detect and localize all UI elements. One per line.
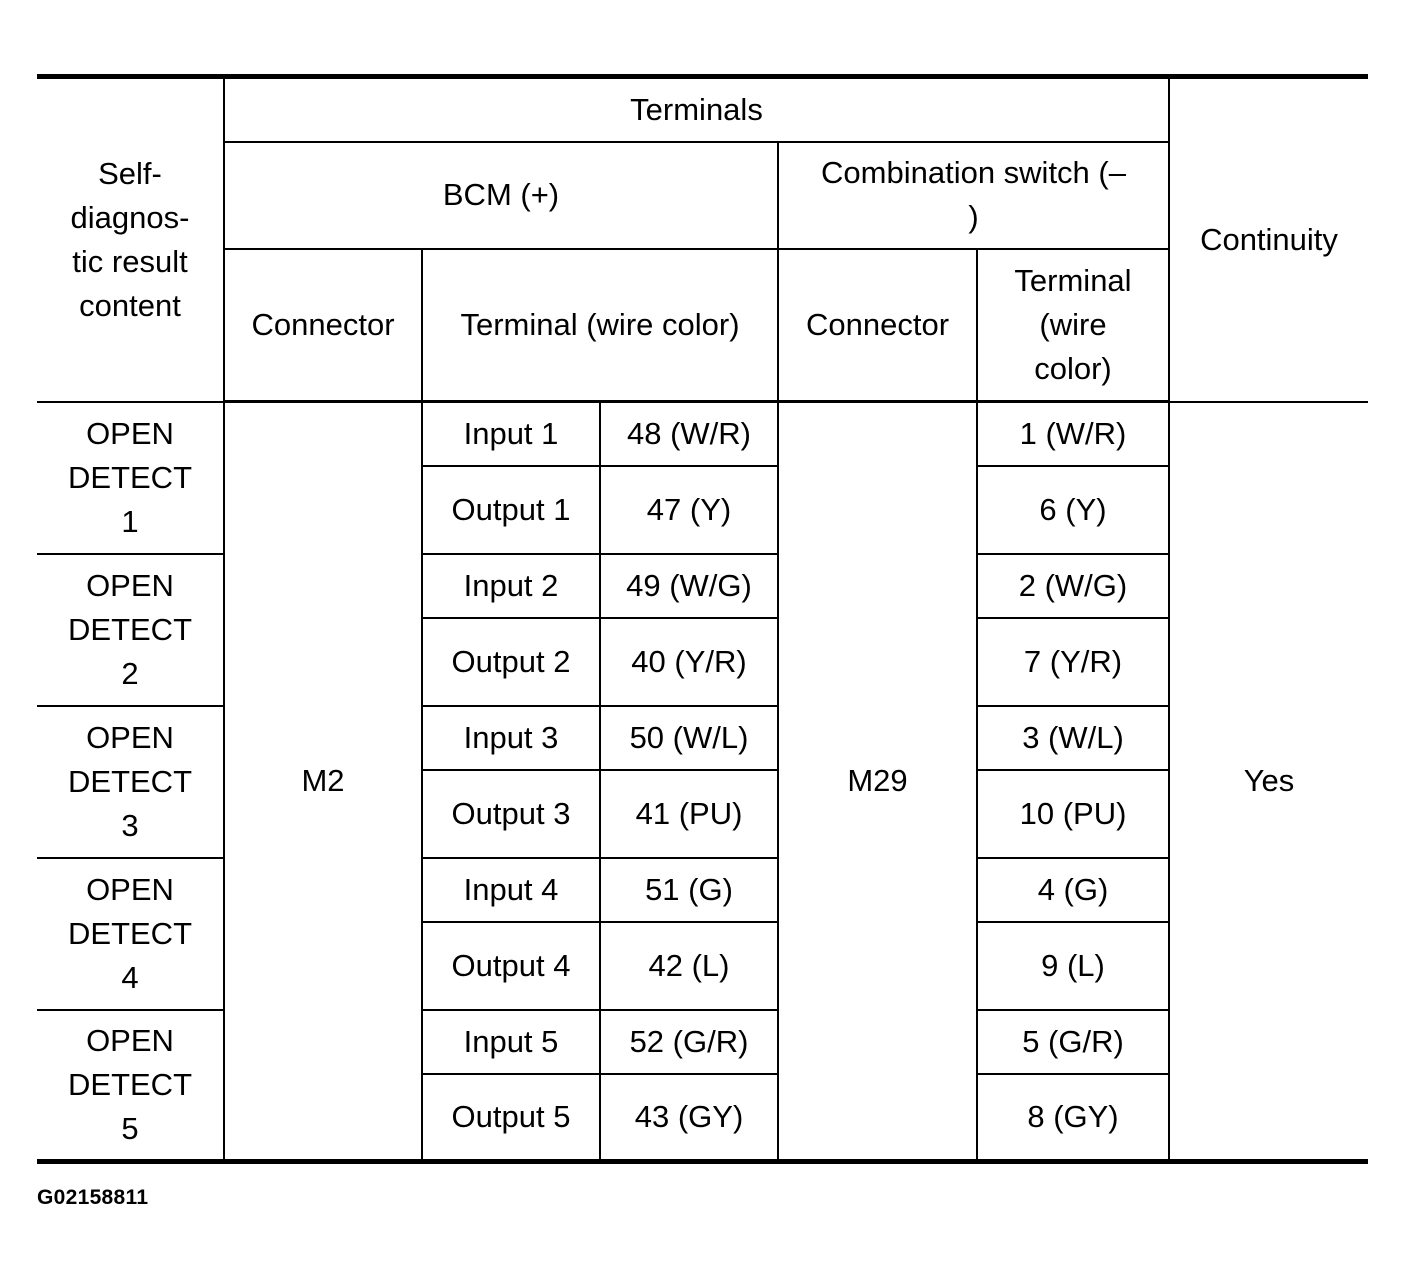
result-content-cell: OPEN DETECT 2 — [37, 554, 224, 706]
bcm-terminal-cell: 52 (G/R) — [600, 1010, 778, 1074]
bcm-terminal-cell: 42 (L) — [600, 922, 778, 1010]
switch-connector-cell: M29 — [778, 402, 977, 1162]
switch-terminal-cell: 1 (W/R) — [977, 402, 1169, 466]
bcm-io-cell: Output 5 — [422, 1074, 600, 1162]
switch-terminal-cell: 7 (Y/R) — [977, 618, 1169, 706]
switch-terminal-cell: 4 (G) — [977, 858, 1169, 922]
switch-terminal-cell: 3 (W/L) — [977, 706, 1169, 770]
bcm-io-cell: Output 2 — [422, 618, 600, 706]
result-content-cell: OPEN DETECT 1 — [37, 402, 224, 554]
result-content-cell: OPEN DETECT 3 — [37, 706, 224, 858]
result-content-cell: OPEN DETECT 4 — [37, 858, 224, 1010]
switch-terminal-cell: 9 (L) — [977, 922, 1169, 1010]
bcm-io-cell: Input 4 — [422, 858, 600, 922]
bcm-io-cell: Output 1 — [422, 466, 600, 554]
bcm-io-cell: Input 3 — [422, 706, 600, 770]
bcm-terminal-cell: 50 (W/L) — [600, 706, 778, 770]
bcm-terminal-cell: 47 (Y) — [600, 466, 778, 554]
bcm-terminal-cell: 51 (G) — [600, 858, 778, 922]
switch-terminal-cell: 5 (G/R) — [977, 1010, 1169, 1074]
switch-terminal-cell: 2 (W/G) — [977, 554, 1169, 618]
header-combination-switch: Combination switch (– ) — [778, 142, 1169, 249]
bcm-terminal-cell: 49 (W/G) — [600, 554, 778, 618]
figure-id: G02158811 — [37, 1186, 149, 1209]
switch-terminal-cell: 6 (Y) — [977, 466, 1169, 554]
header-continuity: Continuity — [1169, 77, 1368, 402]
bcm-terminal-cell: 43 (GY) — [600, 1074, 778, 1162]
header-result-content: Self- diagnos- tic result content — [37, 77, 224, 402]
header-switch-terminal: Terminal (wire color) — [977, 249, 1169, 402]
bcm-io-cell: Input 1 — [422, 402, 600, 466]
bcm-io-cell: Input 2 — [422, 554, 600, 618]
header-switch-connector: Connector — [778, 249, 977, 402]
continuity-check-table — [37, 74, 1368, 1164]
bcm-terminal-cell: 40 (Y/R) — [600, 618, 778, 706]
bcm-io-cell: Input 5 — [422, 1010, 600, 1074]
bcm-terminal-cell: 48 (W/R) — [600, 402, 778, 466]
header-bcm: BCM (+) — [224, 142, 778, 249]
result-content-cell: OPEN DETECT 5 — [37, 1010, 224, 1162]
switch-terminal-cell: 10 (PU) — [977, 770, 1169, 858]
header-terminals: Terminals — [224, 77, 1169, 142]
bcm-terminal-cell: 41 (PU) — [600, 770, 778, 858]
switch-terminal-cell: 8 (GY) — [977, 1074, 1169, 1162]
bcm-io-cell: Output 3 — [422, 770, 600, 858]
header-bcm-terminal: Terminal (wire color) — [422, 249, 778, 402]
bcm-io-cell: Output 4 — [422, 922, 600, 1010]
header-bcm-connector: Connector — [224, 249, 422, 402]
bcm-connector-cell: M2 — [224, 402, 422, 1162]
continuity-cell: Yes — [1169, 402, 1368, 1162]
table-row — [37, 402, 1368, 466]
